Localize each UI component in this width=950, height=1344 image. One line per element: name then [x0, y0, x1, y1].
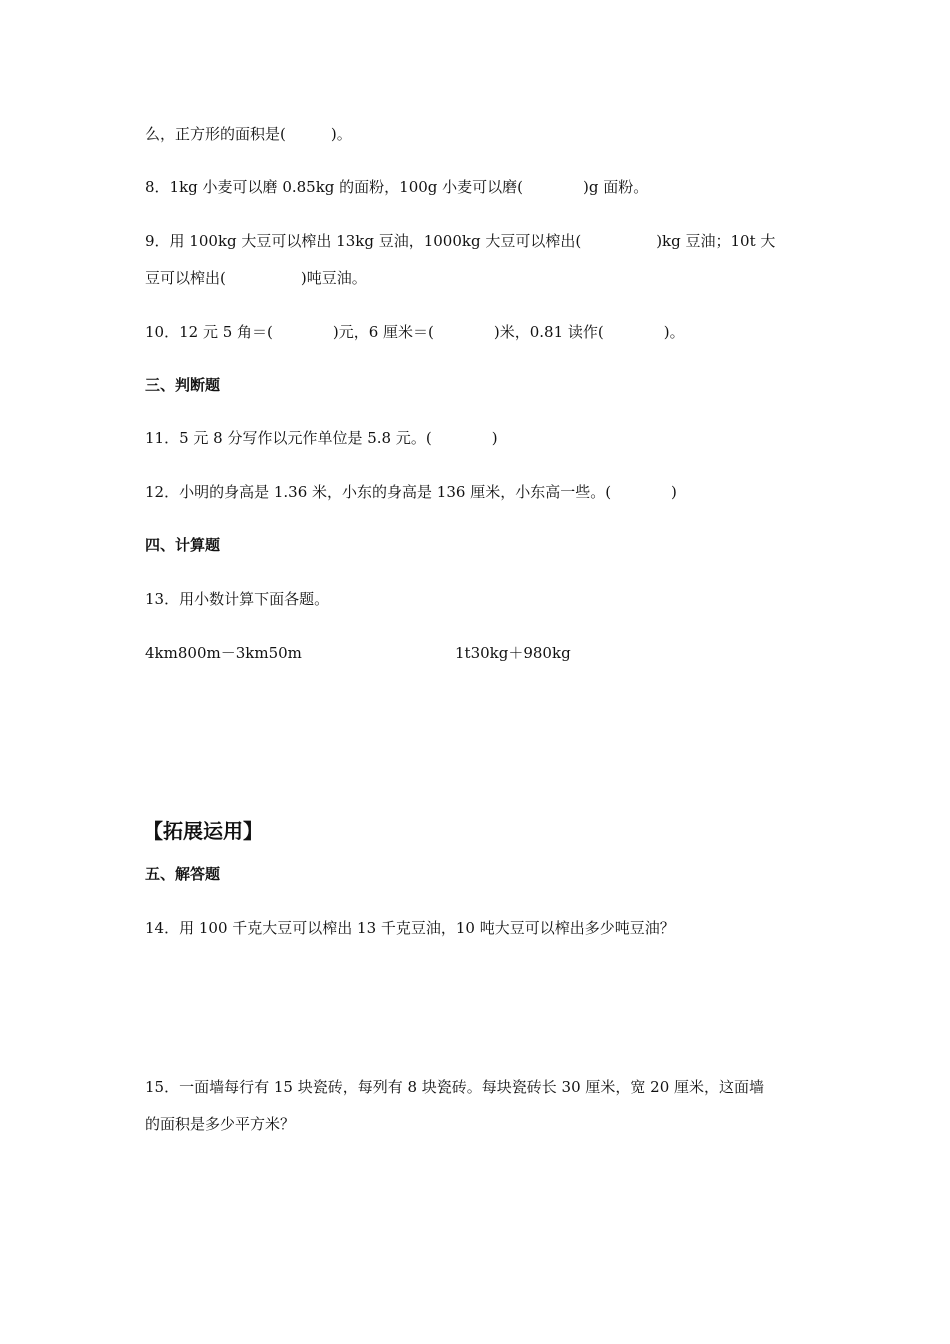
- question-15-line-2: 的面积是多少平方米？: [145, 1115, 296, 1133]
- section-4-heading: 四、计算题: [145, 536, 221, 554]
- question-15-line-1: 15．一面墙每行有 15 块瓷砖，每列有 8 块瓷砖。每块瓷砖长 30 厘米，宽 20 厘米，这面墙: [145, 1078, 765, 1096]
- calc-left: 4km800m－3km50m: [145, 644, 302, 662]
- section-3-heading: 三、判断题: [145, 376, 221, 394]
- question-7-continuation: 么，正方形的面积是( )。: [145, 125, 352, 143]
- extension-heading: 【拓展运用】: [143, 819, 263, 843]
- question-14: 14．用 100 千克大豆可以榨出 13 千克豆油，10 吨大豆可以榨出多少吨豆油？: [145, 919, 675, 937]
- question-11: 11．5 元 8 分写作以元作单位是 5.8 元。( ): [145, 429, 498, 447]
- question-12: 12．小明的身高是 1.36 米，小东的身高是 136 厘米，小东高一些。( ): [145, 483, 677, 501]
- question-10: 10．12 元 5 角＝( )元，6 厘米＝( )米，0.81 读作( )。: [145, 323, 685, 341]
- question-9-line-1: 9．用 100kg 大豆可以榨出 13kg 豆油，1000kg 大豆可以榨出( )kg 豆油；10t 大: [145, 232, 776, 250]
- question-13: 13．用小数计算下面各题。: [145, 590, 330, 608]
- question-8: 8．1kg 小麦可以磨 0.85kg 的面粉，100g 小麦可以磨( )g 面粉。: [145, 178, 649, 196]
- section-5-heading: 五、解答题: [145, 865, 221, 883]
- calc-right: 1t30kg＋980kg: [455, 644, 571, 662]
- question-9-line-2: 豆可以榨出( )吨豆油。: [145, 269, 367, 287]
